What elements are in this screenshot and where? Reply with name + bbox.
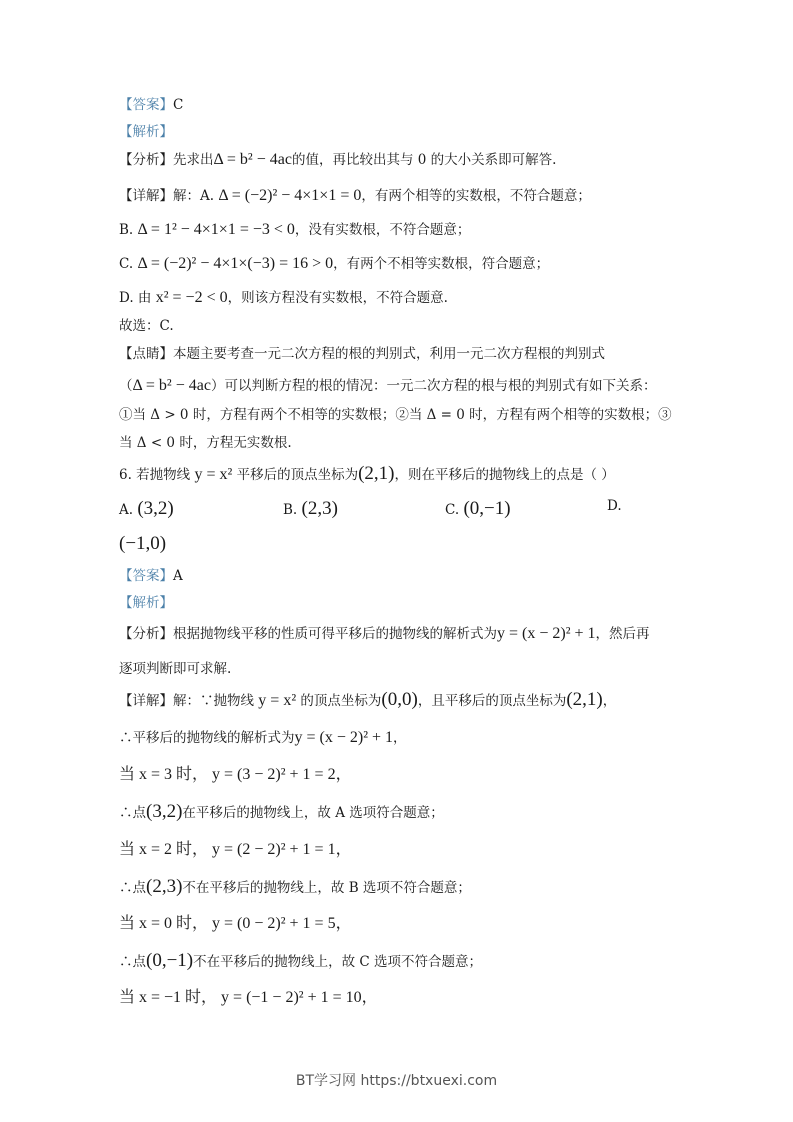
stem-parabola: y = x² <box>194 466 233 483</box>
l6-post: 不在平移后的抛物线上，故 B 选项不符合题意； <box>182 880 471 896</box>
answer-tag: 【答案】 <box>119 97 173 113</box>
choice-d-value: (−1,0) <box>119 533 167 554</box>
option-c-label: C. <box>119 256 134 272</box>
answer-tag-q6: 【答案】 <box>119 568 173 584</box>
xiangjie-line-q6-7 <box>119 914 352 934</box>
dianjing-tag: 【点睛】 <box>119 346 173 362</box>
l1-math: y = x² <box>258 692 297 709</box>
choice-a <box>119 498 174 520</box>
fenxi-line-q6-2 <box>119 659 231 679</box>
dianjing-formula: Δ = b² − 4ac <box>132 377 211 394</box>
choice-d-value-wrap <box>119 533 166 555</box>
dianjing-text-4: 当 Δ < 0 时，方程无实数根. <box>119 435 292 451</box>
option-d-math: x² = −2 < 0 <box>155 289 228 306</box>
choice-a-value: (3,2) <box>137 498 174 519</box>
option-a-label: 解：A. <box>173 188 215 204</box>
l1-point-origin: (0,0) <box>381 689 418 710</box>
choice-c-label: C. <box>445 502 460 518</box>
question-6-stem <box>119 464 615 485</box>
translated-parabola: y = (x − 2)² + 1 <box>497 625 596 642</box>
xiangjie-line-q6-5 <box>119 840 352 860</box>
l3-math: 当 x = 3 时， y = (3 − 2)² + 1 = 2， <box>119 766 352 783</box>
option-a-math: Δ = (−2)² − 4×1×1 = 0 <box>218 187 362 204</box>
stem-post: ，则在平移后的抛物线上的点是（ ） <box>394 467 615 483</box>
option-d-line <box>119 288 448 308</box>
l5-math: 当 x = 2 时， y = (2 − 2)² + 1 = 1， <box>119 841 352 858</box>
xiangjie-line-q6-3 <box>119 765 352 785</box>
l1-pre: 解：∵抛物线 <box>173 693 254 709</box>
watermark-footer: BT学习网 https://btxuexi.com <box>295 1073 498 1089</box>
choice-d-label: D. <box>607 498 622 514</box>
analysis-tag: 【解析】 <box>119 124 173 140</box>
xiangjie-line-q6-6 <box>119 877 471 898</box>
xiangjie-line-q6-4 <box>119 802 444 823</box>
l7-math: 当 x = 0 时， y = (0 − 2)² + 1 = 5， <box>119 915 352 932</box>
choice-b <box>283 498 338 520</box>
option-b-line <box>119 220 470 240</box>
stem-vertex: (2,1) <box>358 463 395 484</box>
l2-math: y = (x − 2)² + 1 <box>294 729 394 746</box>
l2-pre: ∴平移后的抛物线的解析式为 <box>119 730 295 746</box>
l1-mid2: ，且平移后的顶点坐标为 <box>417 693 567 709</box>
xiangjie-line-q6-9 <box>119 988 378 1008</box>
l1-mid: 的顶点坐标为 <box>300 693 382 709</box>
option-d-label: D. 由 <box>119 290 152 306</box>
l8-post: 不在平移后的抛物线上，故 C 选项不符合题意； <box>193 954 483 970</box>
choice-c-value: (0,−1) <box>463 498 511 519</box>
dianjing-text-3: ①当 Δ > 0 时，方程有两个不相等的实数根；②当 Δ = 0 时，方程有两个相等的实数根；③ <box>119 407 672 423</box>
option-c-conclusion: ，有两个不相等实数根，符合题意； <box>333 256 550 272</box>
choice-b-value: (2,3) <box>301 498 338 519</box>
stem-pre: 6. 若抛物线 <box>119 467 191 483</box>
l1-post: ， <box>602 693 617 709</box>
fenxi-text: 先求出 <box>173 152 214 168</box>
option-a-conclusion: ，有两个相等的实数根，不符合题意； <box>361 188 591 204</box>
fenxi-tag: 【分析】 <box>119 152 173 168</box>
l6-pre: ∴点 <box>119 880 146 896</box>
option-d-conclusion: ，则该方程没有实数根，不符合题意. <box>227 290 448 306</box>
answer-line-q6 <box>119 566 183 586</box>
choose-line <box>119 316 174 336</box>
option-c-line <box>119 254 549 274</box>
answer-line <box>119 95 183 115</box>
choice-c <box>445 498 511 520</box>
xiangjie-tag: 【详解】 <box>119 188 173 204</box>
l8-point: (0,−1) <box>146 950 194 971</box>
l2-post: ， <box>393 730 407 746</box>
xiangjie-tag-q6: 【详解】 <box>119 693 173 709</box>
l6-point: (2,3) <box>146 876 183 897</box>
option-b-label: B. <box>119 222 134 238</box>
analysis-heading <box>119 122 173 142</box>
l9-math: 当 x = −1 时， y = (−1 − 2)² + 1 = 10， <box>119 989 378 1006</box>
dianjing-line-4 <box>119 433 292 453</box>
choice-a-label: A. <box>119 502 134 518</box>
dianjing-line-2 <box>119 376 656 396</box>
fenxi-text-post: 的值，再比较出其与 0 的大小关系即可解答. <box>291 152 557 168</box>
option-b-conclusion: ，没有实数根，不符合题意； <box>294 222 471 238</box>
paren-open: （ <box>119 378 133 394</box>
l1-point-vertex: (2,1) <box>566 689 603 710</box>
dianjing-line-1 <box>119 344 605 364</box>
l4-pre: ∴点 <box>119 805 146 821</box>
l4-post: 在平移后的抛物线上，故 A 选项符合题意； <box>182 805 444 821</box>
discriminant-formula: Δ = b² − 4ac <box>213 151 292 168</box>
xiangjie-line-q6-2 <box>119 728 407 748</box>
dianjing-text-1: 本题主要考查一元二次方程的根的判别式，利用一元二次方程根的判别式 <box>173 346 605 362</box>
choice-b-label: B. <box>283 502 298 518</box>
option-b-math: Δ = 1² − 4×1×1 = −3 < 0 <box>137 221 295 238</box>
dianjing-line-3 <box>119 405 672 425</box>
answer-value-q6: A <box>173 568 183 584</box>
stem-mid: 平移后的顶点坐标为 <box>236 467 359 483</box>
xiangjie-line-a <box>119 186 591 206</box>
fenxi-line-q6 <box>119 624 650 644</box>
analysis-heading-q6 <box>119 593 173 613</box>
xiangjie-line-q6-8 <box>119 951 482 972</box>
choose-text: 故选：C. <box>119 318 174 334</box>
option-c-math: Δ = (−2)² − 4×1×(−3) = 16 > 0 <box>137 255 334 272</box>
fenxi-line <box>119 150 556 170</box>
fenxi-text-q6-2: 逐项判断即可求解. <box>119 661 232 677</box>
fenxi-post-q6: ，然后再 <box>595 626 650 642</box>
l8-pre: ∴点 <box>119 954 146 970</box>
xiangjie-line-q6-1 <box>119 690 616 711</box>
choice-d-label-wrap <box>607 498 622 514</box>
answer-value: C <box>173 97 184 113</box>
l4-point: (3,2) <box>146 801 183 822</box>
dianjing-text-2: ）可以判断方程的根的情况：一元二次方程的根与根的判别式有如下关系： <box>210 378 657 394</box>
fenxi-text-q6: 根据抛物线平移的性质可得平移后的抛物线的解析式为 <box>173 626 497 642</box>
analysis-tag-q6: 【解析】 <box>119 595 173 611</box>
fenxi-tag-q6: 【分析】 <box>119 626 173 642</box>
